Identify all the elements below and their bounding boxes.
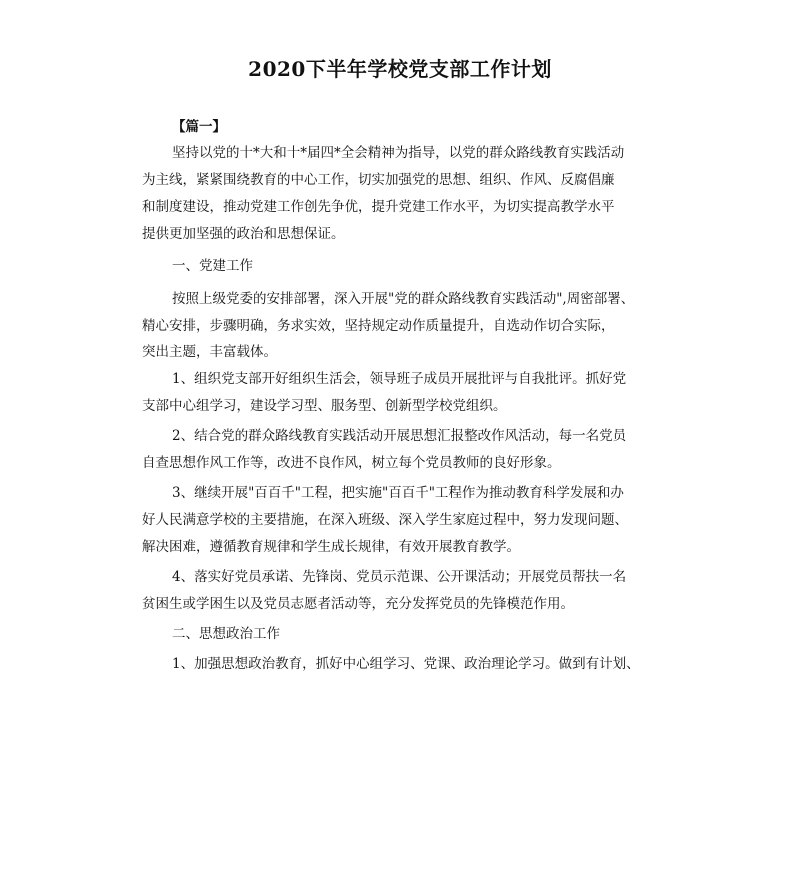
text-line: 坚持以党的十*大和十*届四*全会精神为指导，以党的群众路线教育实践活动	[172, 145, 625, 161]
text-line: 2、结合党的群众路线教育实践活动开展思想汇报整改作风活动，每一名党员	[172, 428, 627, 444]
text-line: 精心安排，步骤明确，务求实效，坚持规定动作质量提升，自选动作切合实际，	[142, 318, 615, 334]
text-line: 和制度建设，推动党建工作创先争优，提升党建工作水平，为切实提高教学水平	[142, 199, 615, 215]
text-line: 支部中心组学习，建设学习型、服务型、创新型学校党组织。	[142, 398, 507, 414]
section-heading: 二、思想政治工作	[172, 626, 280, 642]
text-line: 为主线，紧紧围绕教育的中心工作，切实加强党的思想、组织、作风、反腐倡廉	[142, 172, 615, 188]
text-line: 好人民满意学校的主要措施，在深入班级、深入学生家庭过程中，努力发现问题、	[142, 512, 628, 528]
text-line: 1、组织党支部开好组织生活会，领导班子成员开展批评与自我批评。抓好党	[172, 371, 627, 387]
text-line: 3、继续开展"百百千"工程，把实施"百百千"工程作为推动教育科学发展和办	[172, 485, 624, 501]
text-line: 贫困生或学困生以及党员志愿者活动等，充分发挥党员的先锋模范作用。	[142, 596, 574, 612]
section-heading: 一、党建工作	[172, 258, 253, 274]
text-line: 解决困难，遵循教育规律和学生成长规律，有效开展教育教学。	[142, 539, 520, 555]
section-label: 【篇一】	[172, 119, 226, 135]
text-line: 4、落实好党员承诺、先锋岗、党员示范课、公开课活动；开展党员帮扶一名	[172, 569, 627, 585]
text-line: 自查思想作风工作等，改进不良作风，树立每个党员教师的良好形象。	[142, 455, 561, 471]
text-line: 按照上级党委的安排部署，深入开展"党的群众路线教育实践活动",周密部署、	[172, 291, 635, 307]
text-line: 突出主题，丰富载体。	[142, 344, 277, 360]
text-line: 提供更加坚强的政治和思想保证。	[142, 226, 345, 242]
document-title: 2020下半年学校党支部工作计划	[248, 57, 552, 81]
text-line: 1、加强思想政治教育，抓好中心组学习、党课、政治理论学习。做到有计划、	[172, 656, 640, 672]
